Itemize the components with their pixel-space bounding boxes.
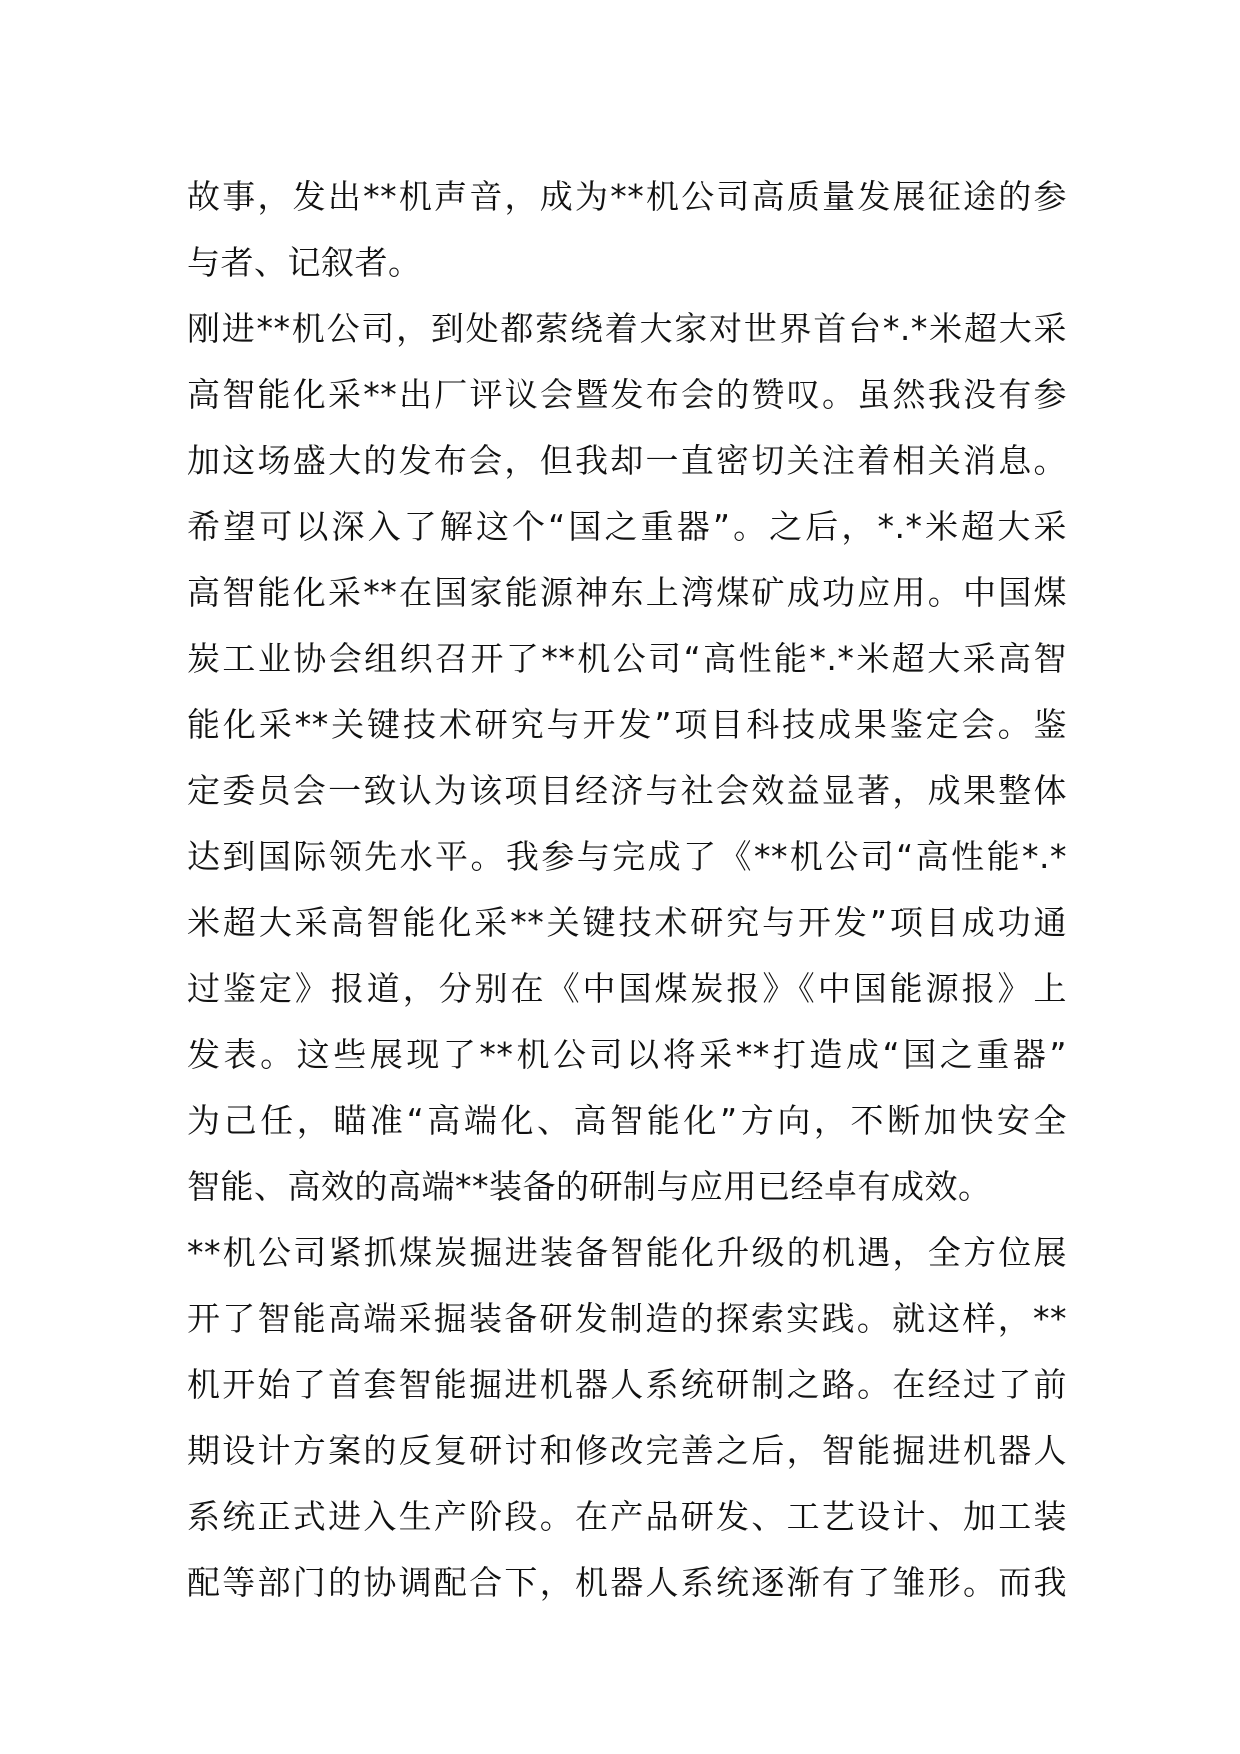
text-line: 刚进**机公司，到处都萦绕着大家对世界首台*.*米超大采 xyxy=(187,309,1067,348)
text-line: 开了智能高端采掘装备研发制造的探索实践。就这样，** xyxy=(187,1299,1067,1338)
text-line: **机公司紧抓煤炭掘进装备智能化升级的机遇，全方位展 xyxy=(187,1233,1067,1272)
text-line: 定委员会一致认为该项目经济与社会效益显著，成果整体 xyxy=(187,771,1067,810)
text-line: 与者、记叙者。 xyxy=(187,243,422,282)
text-line: 过鉴定》报道，分别在《中国煤炭报》《中国能源报》上 xyxy=(187,969,1067,1008)
text-line: 故事，发出**机声音，成为**机公司高质量发展征途的参 xyxy=(187,177,1067,216)
text-line: 米超大采高智能化采**关键技术研究与开发”项目成功通 xyxy=(187,903,1067,942)
text-line: 达到国际领先水平。我参与完成了《**机公司“高性能*.* xyxy=(187,837,1067,876)
text-line: 配等部门的协调配合下，机器人系统逐渐有了雏形。而我 xyxy=(187,1563,1067,1602)
body-text xyxy=(187,164,1067,1616)
text-line: 机开始了首套智能掘进机器人系统研制之路。在经过了前 xyxy=(187,1365,1067,1404)
text-line: 高智能化采**出厂评议会暨发布会的赞叹。虽然我没有参 xyxy=(187,375,1067,414)
text-line: 期设计方案的反复研讨和修改完善之后，智能掘进机器人 xyxy=(187,1431,1067,1470)
text-line: 希望可以深入了解这个“国之重器”。之后，*.*米超大采 xyxy=(187,507,1067,546)
text-line: 高智能化采**在国家能源神东上湾煤矿成功应用。中国煤 xyxy=(187,573,1067,612)
text-line: 为己任，瞄准“高端化、高智能化”方向，不断加快安全 xyxy=(187,1101,1067,1140)
text-line: 系统正式进入生产阶段。在产品研发、工艺设计、加工装 xyxy=(187,1497,1067,1536)
text-line: 发表。这些展现了**机公司以将采**打造成“国之重器” xyxy=(187,1035,1067,1074)
text-line: 能化采**关键技术研究与开发”项目科技成果鉴定会。鉴 xyxy=(187,705,1067,744)
text-line: 智能、高效的高端**装备的研制与应用已经卓有成效。 xyxy=(187,1167,992,1206)
text-line: 炭工业协会组织召开了**机公司“高性能*.*米超大采高智 xyxy=(187,639,1067,678)
text-line: 加这场盛大的发布会，但我却一直密切关注着相关消息。 xyxy=(187,441,1067,480)
